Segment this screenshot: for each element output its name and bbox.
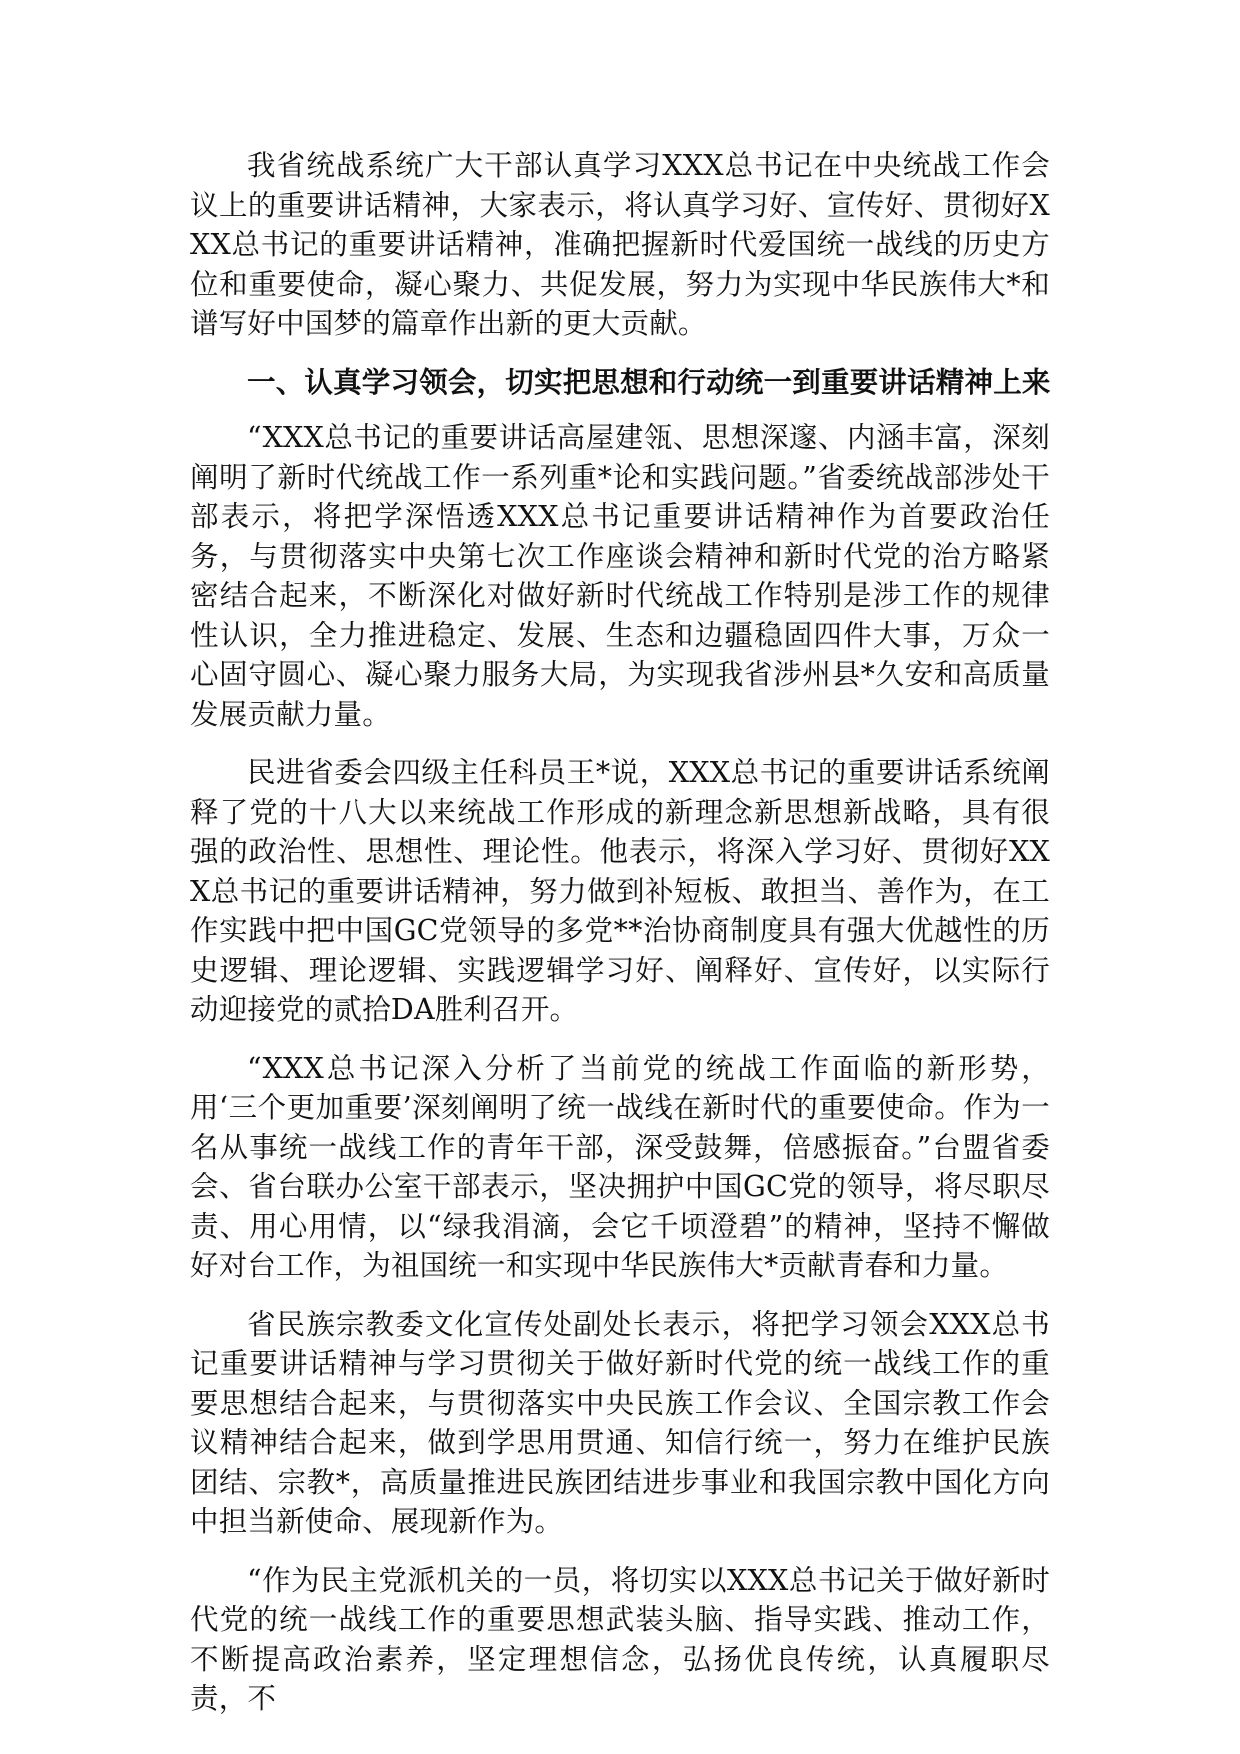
- body-paragraph-2: 民进省委会四级主任科员王*说，XXX总书记的重要讲话系统阐释了党的十八大以来统战工作形成的新理念新思想新战略，具有很强的政治性、思想性、理论性。他表示，将深入学习好、贯彻好XXX总书记的重要讲话精神，努力做到补短板、敢担当、善作为，在工作实践中把中国GC党领导的多党**治协商制度具有强大优越性的历史逻辑、理论逻辑、实践逻辑学习好、阐释好、宣传好，以实际行动迎接党的贰拾DA胜利召开。: [190, 756, 1050, 1026]
- intro-paragraph: 我省统战系统广大干部认真学习XXX总书记在中央统战工作会议上的重要讲话精神，大家表示，将认真学习好、宣传好、贯彻好XXX总书记的重要讲话精神，准确把握新时代爱国统一战线的历史方位和重要使命，凝心聚力、共促发展，努力为实现中华民族伟大*和谱写好中国梦的篇章作出新的更大贡献。: [190, 149, 1050, 340]
- body-paragraph-4: 省民族宗教委文化宣传处副处长表示，将把学习领会XXX总书记重要讲话精神与学习贯彻关于做好新时代党的统一战线工作的重要思想结合起来，与贯彻落实中央民族工作会议、全国宗教工作会议精神结合起来，做到学思用贯通、知信行统一，努力在维护民族团结、宗教*，高质量推进民族团结进步事业和我国宗教中国化方向中担当新使命、展现新作为。: [190, 1307, 1050, 1538]
- section-heading: 一、认真学习领会，切实把思想和行动统一到重要讲话精神上来: [247, 365, 1051, 399]
- body-paragraph-5: “作为民主党派机关的一员，将切实以XXX总书记关于做好新时代党的统一战线工作的重要思想武装头脑、指导实践、推动工作，不断提高政治素养，坚定理想信念，弘扬优良传统，认真履职尽责，不: [190, 1563, 1050, 1715]
- document-body: [190, 146, 1050, 1738]
- body-paragraph-1: “XXX总书记的重要讲话高屋建瓴、思想深邃、内涵丰富，深刻阐明了新时代统战工作一系列重*论和实践问题。”省委统战部涉处干部表示，将把学深悟透XXX总书记重要讲话精神作为首要政治任务，与贯彻落实中央第七次工作座谈会精神和新时代党的治方略紧密结合起来，不断深化对做好新时代统战工作特别是涉工作的规律性认识，全力推进稳定、发展、生态和边疆稳固四件大事，万众一心固守圆心、凝心聚力服务大局，为实现我省涉州县*久安和高质量发展贡献力量。: [190, 421, 1050, 731]
- body-paragraph-3: “XXX总书记深入分析了当前党的统战工作面临的新形势，用‘三个更加重要’深刻阐明了统一战线在新时代的重要使命。作为一名从事统一战线工作的青年干部，深受鼓舞，倍感振奋。”台盟省委会、省台联办公室干部表示，坚决拥护中国GC党的领导，将尽职尽责、用心用情，以“绿我涓滴，会它千顷澄碧”的精神，坚持不懈做好对台工作，为祖国统一和实现中华民族伟大*贡献青春和力量。: [190, 1051, 1050, 1282]
